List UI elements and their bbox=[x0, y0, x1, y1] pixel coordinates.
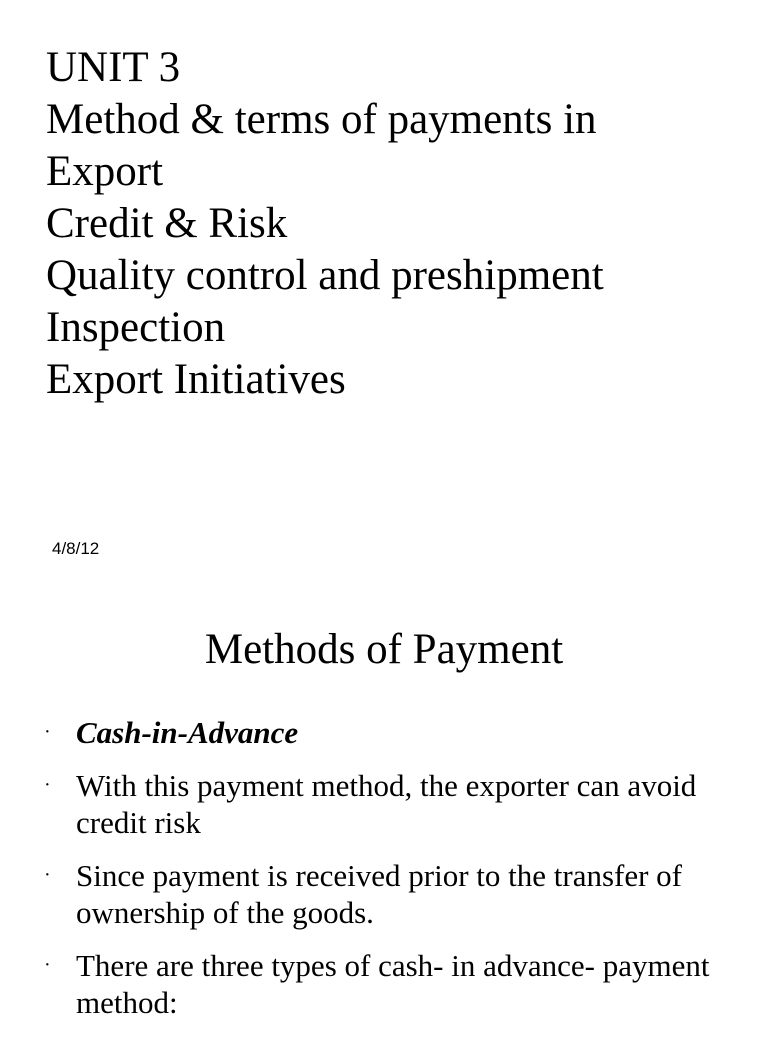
title-line-inspection: Inspection bbox=[46, 304, 226, 351]
bullet-item-three-types bbox=[40, 947, 740, 1021]
bullet-item-cash-in-advance bbox=[40, 714, 740, 751]
bullet-marker: · bbox=[44, 864, 51, 886]
title-line-quality-control: Quality control and preshipment bbox=[46, 252, 604, 299]
bullet-marker: · bbox=[44, 721, 51, 743]
bullet-text: With this payment method, the exporter can avoid credit risk bbox=[76, 768, 697, 840]
bullet-list bbox=[40, 714, 740, 1037]
title-line-export: Export bbox=[46, 148, 164, 195]
title-line-export-initiatives: Export Initiatives bbox=[46, 356, 346, 403]
bullet-item-avoid-credit-risk bbox=[40, 767, 740, 841]
title-line-unit: UNIT 3 bbox=[46, 44, 181, 91]
bullet-marker: · bbox=[44, 774, 51, 796]
slide-2-title: Methods of Payment bbox=[204, 626, 564, 673]
slide-date: 4/8/12 bbox=[52, 539, 100, 558]
slide-2 bbox=[0, 586, 768, 1024]
slide-1-title bbox=[46, 42, 746, 406]
bullet-marker: · bbox=[44, 954, 51, 976]
bullet-item-payment-prior bbox=[40, 857, 740, 931]
bullet-text: Cash-in-Advance bbox=[76, 715, 299, 750]
bullet-text: There are three types of cash- in advance- payment method: bbox=[76, 948, 710, 1020]
bullet-text: Since payment is received prior to the transfer of ownership of the goods. bbox=[76, 858, 682, 930]
title-line-method-terms: Method & terms of payments in bbox=[46, 96, 597, 143]
title-line-credit-risk: Credit & Risk bbox=[46, 200, 288, 247]
